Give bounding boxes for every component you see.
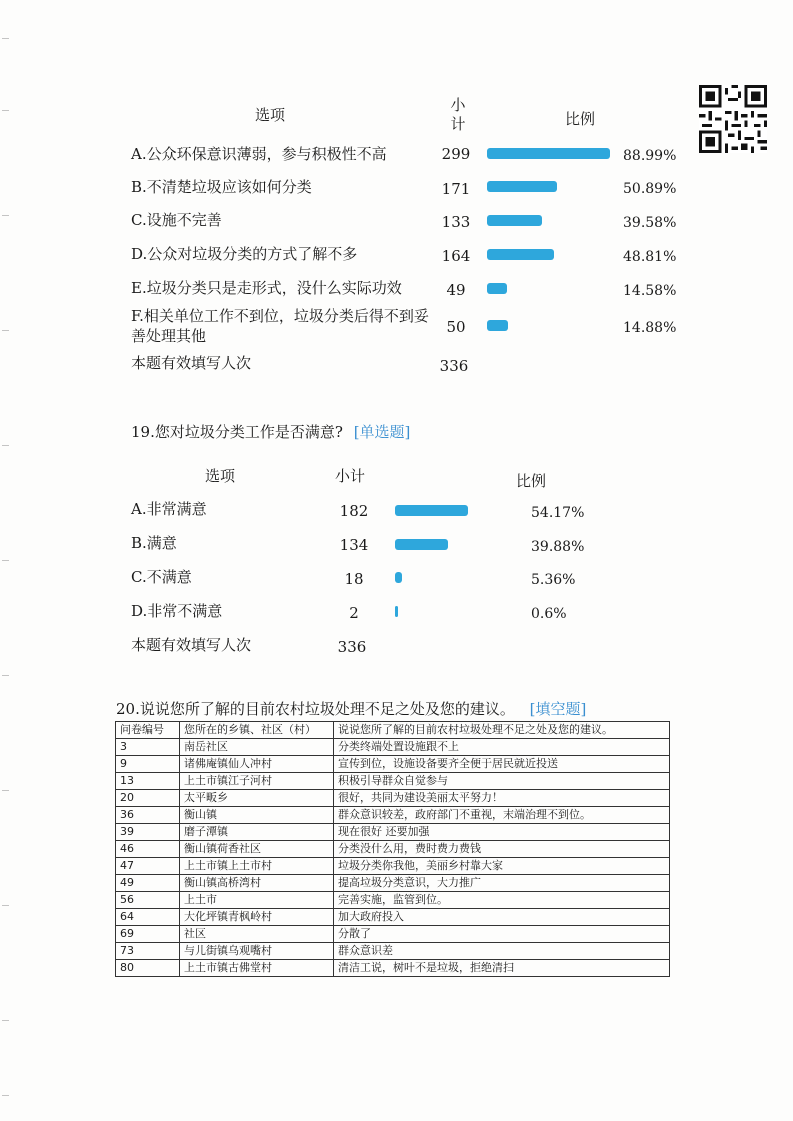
cell-town: 社区 — [180, 926, 334, 943]
q20-title-text: 20.说说您所了解的目前农村垃圾处理不足之处及您的建议。 — [116, 700, 515, 718]
qr-code-icon — [699, 85, 767, 153]
cell-id: 73 — [116, 943, 180, 960]
cell-id: 69 — [116, 926, 180, 943]
cell-suggestion: 完善实施，监管到位。 — [334, 892, 670, 909]
q19-option-a-percent: 54.17% — [531, 505, 585, 521]
q18-option-d-percent: 48.81% — [623, 249, 677, 265]
cell-suggestion: 宣传到位，设施设备要齐全便于居民就近投送 — [334, 756, 670, 773]
q19-title — [131, 421, 410, 442]
q18-option-b-bar — [487, 181, 557, 192]
q18-option-f-percent: 14.88% — [623, 320, 677, 336]
cell-id: 80 — [116, 960, 180, 977]
q19-option-a-bar — [395, 505, 468, 516]
table-row — [116, 875, 670, 892]
q19-option-c-percent: 5.36% — [531, 572, 576, 588]
q18-option-c-count: 133 — [441, 213, 471, 231]
q19-option-c-bar — [395, 572, 402, 583]
q19-title-text: 19.您对垃圾分类工作是否满意? — [131, 423, 343, 441]
cell-town: 衡山镇 — [180, 807, 334, 824]
q18-option-f-bar — [487, 320, 508, 331]
edge-mark — [2, 1095, 9, 1096]
cell-town: 南岳社区 — [180, 739, 334, 756]
table-row — [116, 790, 670, 807]
q18-option-b-count: 171 — [441, 180, 471, 198]
cell-id: 47 — [116, 858, 180, 875]
cell-suggestion: 垃圾分类你我他，美丽乡村靠大家 — [334, 858, 670, 875]
q19-header-count: 小计 — [335, 467, 366, 485]
table-row — [116, 926, 670, 943]
cell-town: 太平畈乡 — [180, 790, 334, 807]
q19-header-option: 选项 — [205, 467, 236, 485]
q19-option-b-count: 134 — [339, 536, 369, 554]
edge-mark — [2, 445, 9, 446]
cell-town: 诸佛庵镇仙人冲村 — [180, 756, 334, 773]
table-row — [116, 739, 670, 756]
q18-option-f-count: 50 — [446, 318, 466, 336]
q18-header-count: 小 计 — [450, 96, 466, 133]
cell-suggestion: 分类没什么用，费时费力费钱 — [334, 841, 670, 858]
q18-option-c-bar — [487, 215, 542, 226]
edge-mark — [2, 215, 9, 216]
table-header-row — [116, 722, 670, 739]
cell-town: 与儿街镇乌观嘴村 — [180, 943, 334, 960]
q18-header-ratio: 比例 — [565, 110, 596, 128]
cell-id: 20 — [116, 790, 180, 807]
q19-option-a-label: A.非常满意 — [131, 500, 207, 518]
q18-option-c-percent: 39.58% — [623, 215, 677, 231]
q19-option-c-count: 18 — [344, 570, 364, 588]
cell-id: 36 — [116, 807, 180, 824]
q18-option-a-count: 299 — [441, 145, 471, 163]
table-row — [116, 858, 670, 875]
cell-town: 衡山镇荷香社区 — [180, 841, 334, 858]
q19-option-d-percent: 0.6% — [531, 606, 567, 622]
table-row — [116, 841, 670, 858]
q18-total-label: 本题有效填写人次 — [131, 354, 252, 372]
table-row — [116, 943, 670, 960]
cell-town: 上土市 — [180, 892, 334, 909]
edge-mark — [2, 1020, 9, 1021]
column-header-suggestion: 说说您所了解的目前农村垃圾处理不足之处及您的建议。 — [334, 722, 670, 739]
q20-title — [116, 698, 586, 719]
cell-suggestion: 清洁工说，树叶不是垃圾，拒绝清扫 — [334, 960, 670, 977]
edge-mark — [2, 560, 9, 561]
cell-town: 上土市镇江子河村 — [180, 773, 334, 790]
q18-option-d-bar — [487, 249, 554, 260]
q19-total-value: 336 — [337, 638, 367, 656]
cell-town: 衡山镇高桥湾村 — [180, 875, 334, 892]
edge-mark — [2, 110, 9, 111]
cell-id: 13 — [116, 773, 180, 790]
q18-option-e-count: 49 — [446, 281, 466, 299]
q18-option-a-label: A.公众环保意识薄弱，参与积极性不高 — [131, 145, 387, 163]
table-row — [116, 909, 670, 926]
cell-suggestion: 群众意识差 — [334, 943, 670, 960]
q19-total-label: 本题有效填写人次 — [131, 636, 252, 654]
cell-id: 64 — [116, 909, 180, 926]
table-row — [116, 773, 670, 790]
q18-header-option: 选项 — [255, 106, 286, 124]
q18-option-d-count: 164 — [441, 247, 471, 265]
table-row — [116, 824, 670, 841]
cell-town: 上土市镇古佛堂村 — [180, 960, 334, 977]
cell-suggestion: 群众意识较差，政府部门不重视，末端治理不到位。 — [334, 807, 670, 824]
q18-option-d-label: D.公众对垃圾分类的方式了解不多 — [131, 245, 358, 263]
cell-id: 3 — [116, 739, 180, 756]
q18-option-e-bar — [487, 283, 507, 294]
cell-suggestion: 提高垃圾分类意识，大力推广 — [334, 875, 670, 892]
q19-option-c-label: C.不满意 — [131, 568, 192, 586]
cell-suggestion: 分散了 — [334, 926, 670, 943]
edge-mark — [2, 675, 9, 676]
q18-option-b-label: B.不清楚垃圾应该如何分类 — [131, 178, 312, 196]
q18-total-value: 336 — [439, 357, 469, 375]
table-row — [116, 756, 670, 773]
cell-id: 49 — [116, 875, 180, 892]
q19-option-d-bar — [395, 606, 398, 617]
q20-type-tag: [填空题] — [529, 700, 587, 718]
edge-mark — [2, 905, 9, 906]
table-row — [116, 807, 670, 824]
q19-option-b-bar — [395, 539, 448, 550]
cell-suggestion: 分类终端处置设施跟不上 — [334, 739, 670, 756]
q18-option-f-label: F.相关单位工作不到位，垃圾分类后得不到妥善处理其他 — [131, 307, 429, 345]
q19-option-b-percent: 39.88% — [531, 539, 585, 555]
cell-suggestion: 现在很好 还要加强 — [334, 824, 670, 841]
edge-mark — [2, 330, 9, 331]
q18-option-c-label: C.设施不完善 — [131, 211, 222, 229]
cell-id: 46 — [116, 841, 180, 858]
q18-option-e-label: E.垃圾分类只是走形式，没什么实际功效 — [131, 279, 402, 297]
cell-town: 大化坪镇青枫岭村 — [180, 909, 334, 926]
cell-town: 磨子潭镇 — [180, 824, 334, 841]
column-header-town: 您所在的乡镇、社区（村） — [180, 722, 334, 739]
q20-response-table — [115, 721, 670, 977]
q20-table-body — [116, 739, 670, 977]
q18-option-a-bar — [487, 148, 610, 159]
cell-id: 9 — [116, 756, 180, 773]
q19-option-b-label: B.满意 — [131, 534, 177, 552]
cell-id: 56 — [116, 892, 180, 909]
q19-type-tag: [单选题] — [353, 423, 411, 441]
q19-option-d-count: 2 — [349, 604, 359, 622]
q19-header-ratio: 比例 — [516, 472, 547, 490]
table-row — [116, 892, 670, 909]
column-header-id: 问卷编号 — [116, 722, 180, 739]
q18-option-e-percent: 14.58% — [623, 283, 677, 299]
edge-mark — [2, 790, 9, 791]
cell-suggestion: 加大政府投入 — [334, 909, 670, 926]
cell-suggestion: 很好，共同为建设美丽太平努力！ — [334, 790, 670, 807]
cell-suggestion: 积极引导群众自觉参与 — [334, 773, 670, 790]
q19-option-d-label: D.非常不满意 — [131, 602, 223, 620]
q18-option-a-percent: 88.99% — [623, 148, 677, 164]
edge-mark — [2, 38, 9, 39]
cell-town: 上土市镇上土市村 — [180, 858, 334, 875]
cell-id: 39 — [116, 824, 180, 841]
table-row — [116, 960, 670, 977]
q18-option-b-percent: 50.89% — [623, 181, 677, 197]
q19-option-a-count: 182 — [339, 502, 369, 520]
